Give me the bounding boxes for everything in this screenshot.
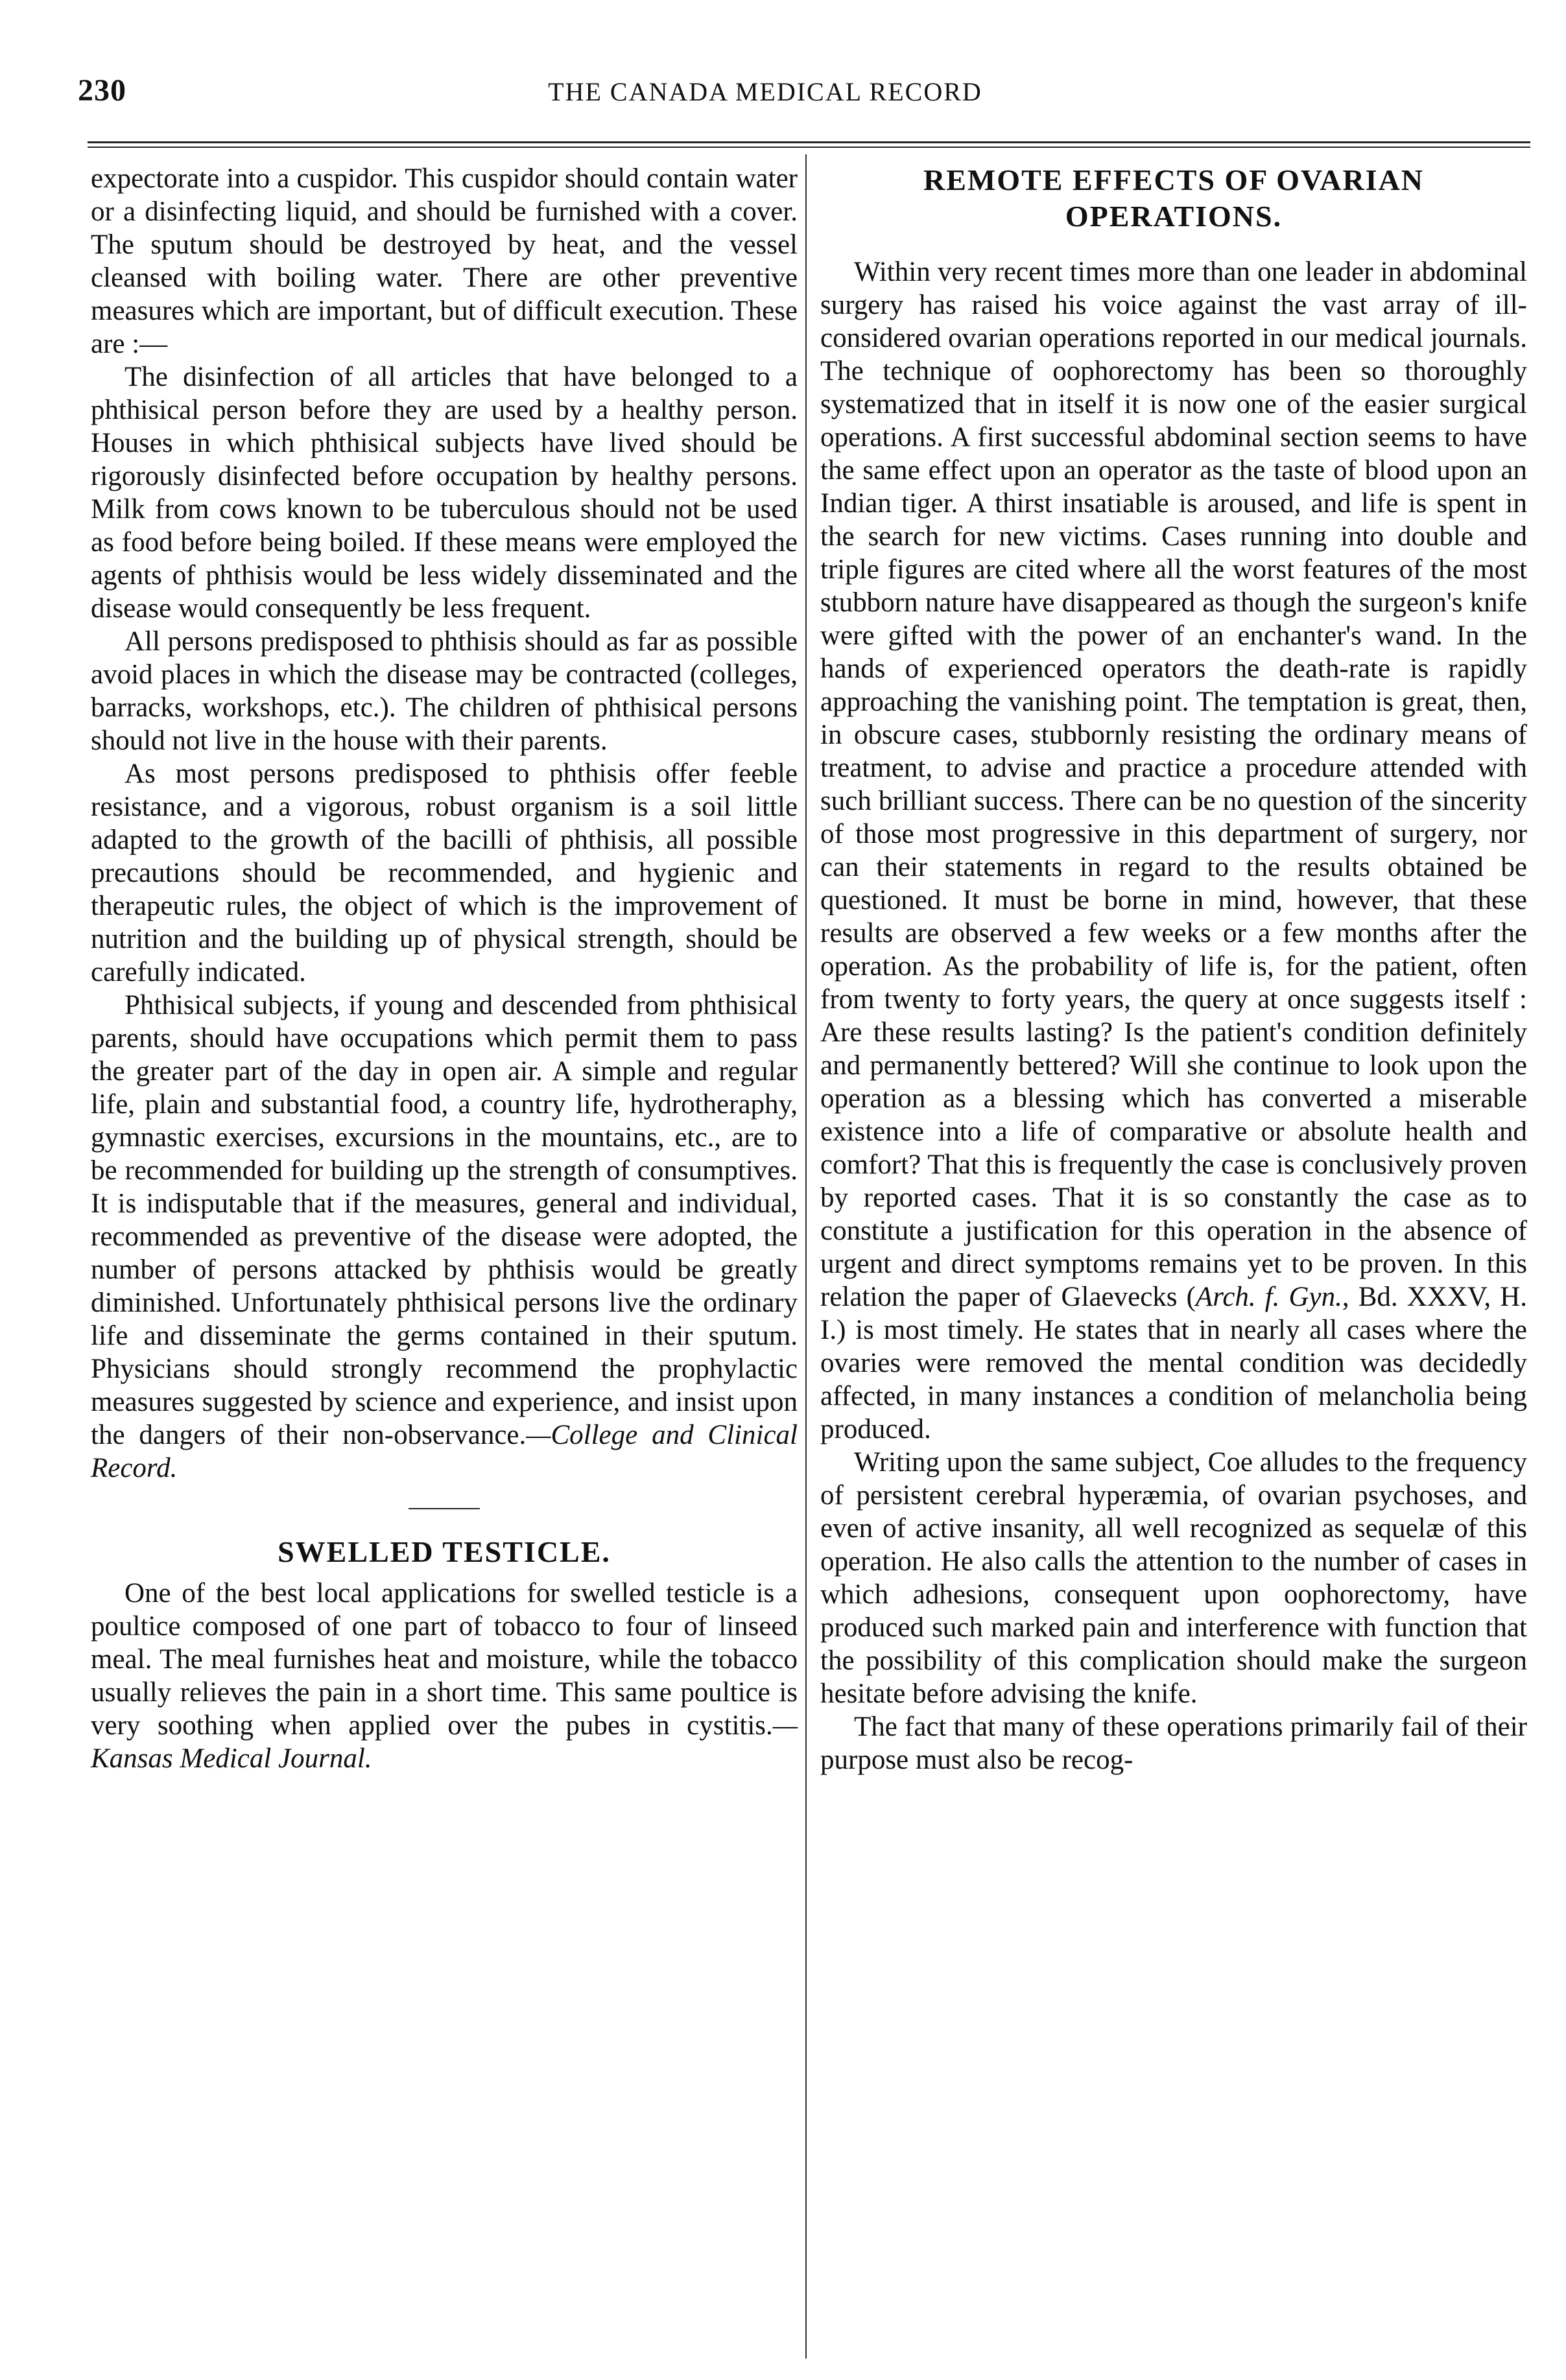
right-column	[820, 162, 1527, 1776]
running-head: THE CANADA MEDICAL RECORD	[548, 77, 982, 106]
left-paragraph-4: As most persons predisposed to phthisis offer feeble resistance, and a vigorous, robust organism is a soil little adapted to the growth of the bacilli of phthisis, all possible precautions should be recommended, and hygienic and therapeutic rules, the object of which is the improvement of nutrition and the building up of physical strength, should be carefully indicated.	[91, 759, 798, 987]
source-citation: —College and Clinical Record.	[91, 1420, 798, 1483]
right-paragraph-1-text: Within very recent times more than one leader in abdominal surgery has raised his voice against the vast array of ill-considered ovarian operations reported in our medical journals. The technique of oophorectomy has been so thoroughly systematized that in itself it is now one of the easier surgical operations. A first successful abdominal section seems to have the same effect upon an operator as the taste of blood upon an Indian tiger. A thirst insatiable is aroused, and life is spent in the search for new victims. Cases running into double and triple figures are cited where all the worst features of the most stubborn nature have disappeared as though the surgeon's knife were gifted with the power of an enchanter's wand. In the hands of experienced operators the death-rate is rapidly approaching the vanishing point. The temptation is great, then, in obscure cases, stubbornly resisting the ordinary means of treatment, to advise and practice a procedure attended with such brilliant success. There can be no question of the sincerity of those most progressive in this department of surgery, nor can their statements in regard to the results obtained be questioned. It must be borne in mind, however, that these results are observed a few weeks or a few months after the operation. As the probability of life is, for the patient, often from twenty to forty years, the query at once suggests itself : Are these results lasting? Is the patient's condition definitely and permanently bettered? Will she continue to look upon the operation as a blessing which has converted a miserable existence into a life of comparative or absolute health and comfort? That this is frequently the case is conclusively proven by reported cases. That it is so constantly the case as to constitute a justification for this operation in the absence of urgent and direct symptoms remains yet to be proven. In this relation the paper of Glaevecks (	[820, 257, 1527, 1312]
section-separator	[409, 1508, 480, 1509]
swelled-testicle-paragraph	[91, 1577, 798, 1775]
right-paragraph-1	[820, 255, 1527, 1446]
left-paragraph-5-text: Phthisical subjects, if young and descended from phthisical parents, should have occupations which permit them to pass the greater part of the day in open air. A simple and regular life, plain and substantial food, a country life, hydrotheraphy, gymnastic exercises, excursions in the mountains, etc., are to be recommended for building up the strength of consumptives. It is indisputable that if the measures, general and individual, recommended as preventive of the disease were adopted, the number of persons attacked by phthisis would be greatly diminished. Unfortunately phthisical persons live the ordinary life and disseminate the germs contained in their sputum. Physicians should strongly recommend the prophylactic measures suggested by science and experience, and insist upon the dangers of their non-observance.	[91, 990, 798, 1450]
header-rule-bottom	[88, 147, 1530, 148]
page-header	[78, 73, 1453, 118]
swelled-testicle-heading: SWELLED TESTICLE.	[278, 1535, 611, 1568]
left-paragraph-3: All persons predisposed to phthisis should as far as possible avoid places in which the disease may be contracted (colleges, barracks, workshops, etc.). The children of phthisical persons should not live in the house with their parents.	[91, 626, 798, 756]
column-divider	[805, 154, 807, 2359]
header-rule-top	[88, 141, 1530, 143]
journal-citation-tail: , Bd. XXXV, H. I.) is most timely. He states that in nearly all cases where the ovaries were removed the mental condition was decidedly affected, in many instances a condition of melancholia being produced.	[820, 1282, 1528, 1444]
journal-citation: Arch. f. Gyn.	[1195, 1282, 1342, 1312]
page-number: 230	[78, 73, 126, 108]
left-paragraph-5	[91, 989, 798, 1485]
ovarian-operations-heading: REMOTE EFFECTS OF OVARIAN OPERATIONS.	[923, 163, 1425, 233]
swelled-testicle-text: One of the best local applications for swelled testicle is a poultice composed of one part of tobacco to four of linseed meal. The meal furnishes heat and moisture, while the tobacco usually relieves the pain in a short time. This same poultice is very soothing when applied over the pubes in cystitis.	[91, 1578, 798, 1741]
left-paragraph-2: The disinfection of all articles that have belonged to a phthisical person before they are used by a healthy person. Houses in which phthisical subjects have lived should be rigorously disinfected before occupation by healthy persons. Milk from cows known to be tuberculous should not be used as food before being boiled. If these means were employed the agents of phthisis would be less widely disseminated and the disease would consequently be less frequent.	[91, 362, 798, 624]
left-column	[91, 162, 798, 1775]
right-paragraph-2: Writing upon the same subject, Coe alludes to the frequency of persistent cerebral hyperæmia, of ovarian psychoses, and even of active insanity, all well recognized as sequelæ of this operation. He also calls the attention to the number of cases in which adhesions, consequent upon oophorectomy, have produced such marked pain and interference with function that the possibility of this complication should make the surgeon hesitate before advising the knife.	[820, 1447, 1527, 1709]
left-paragraph-1: expectorate into a cuspidor. This cuspidor should contain water or a disinfecting liquid, and should be furnished with a cover. The sputum should be destroyed by heat, and the vessel cleansed with boiling water. There are other preventive measures which are important, but of difficult execution. These are :—	[91, 163, 798, 359]
swelled-testicle-citation: —Kansas Medical Journal.	[91, 1710, 798, 1774]
right-paragraph-3: The fact that many of these operations primarily fail of their purpose must also be recog-	[820, 1712, 1527, 1775]
